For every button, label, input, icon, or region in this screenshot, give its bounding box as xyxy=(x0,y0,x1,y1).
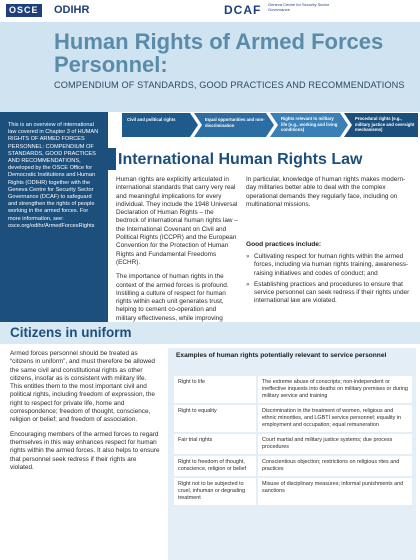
table-row xyxy=(173,433,413,455)
page-title: Human Rights of Armed Forces Personnel: xyxy=(54,29,384,77)
citizens-paragraph-1: Armed forces personnel should be treated as “citizens in uniform”, and must therefore be allowed the same civil and constitutional rights as other citizens, insofar as is consistent with military life. This entitles them to the most important civil and political rights, including freedom of expression, the right to respect for private life, home and correspondence; freedom of thought, conscience, religion or belief; and freedom of association. xyxy=(10,350,155,424)
table-row xyxy=(173,477,413,506)
table-cell-right: Right to freedom of thought, conscience, religion or belief xyxy=(173,455,257,477)
table-cell-example: The extreme abuse of conscripts; non-independent or ineffective inquests into deaths on military premises or during military service and training xyxy=(257,375,413,404)
chevron-label: Procedural rights (e.g., military justice and oversight mechanisms) xyxy=(355,116,415,133)
rights-chevron-row xyxy=(122,113,418,137)
intl-paragraph-1: Human rights are explicitly articulated in international standards that carry very real and meaningful implications for every individual. They include the 1948 Universal Declaration of Human Rights – the bedrock of international human rights law – the International Covenant on Civil and Political Rights (ICCPR) and the European Convention for the Protection of Human Rights and Fundamental Freedoms (ECHR). xyxy=(116,176,238,266)
table-row xyxy=(173,404,413,433)
odihr-logo: ODIHR xyxy=(54,4,90,16)
page-subtitle: COMPENDIUM OF STANDARDS, GOOD PRACTICES AND RECOMMENDATIONS xyxy=(54,80,405,90)
table-cell-example: Misuse of disciplinary measures; informal punishments and sanctions xyxy=(257,477,413,506)
section-marker xyxy=(108,148,116,170)
table-cell-right: Right to equality xyxy=(173,404,257,433)
good-practices-list xyxy=(246,253,412,309)
chevron-label: Rights relevant to military life (e.g., working and living conditions) xyxy=(281,116,338,133)
intro-sidebar xyxy=(0,112,108,322)
table-cell-example: Conscientious objection; restrictions on religious rites and practices xyxy=(257,455,413,477)
table-cell-example: Discrimination in the treatment of women, religious and ethnic minorities, and LGBTI service personnel; equality in employment and occupation; equal remuneration xyxy=(257,404,413,433)
citizens-paragraph-2: Encouraging members of the armed forces to regard themselves in this way enhances respect for human rights within the armed forces. It also helps to ensure that personnel seek redress if their rights are violated. xyxy=(10,430,160,471)
table-cell-right: Fair trial rights xyxy=(173,433,257,455)
chevron-label: Equal opportunities and non-discrimination xyxy=(205,117,265,128)
table-cell-right: Right to life xyxy=(173,375,257,404)
logo-strip xyxy=(0,0,420,22)
good-practice-item: » Establishing practices and procedures to ensure that service personnel can seek redress if their rights under international law are violated. xyxy=(246,281,412,306)
citizens-heading: Citizens in uniform xyxy=(10,325,132,340)
table-row xyxy=(173,375,413,404)
dcaf-subtitle: Geneva Centre for Security Sector Governance xyxy=(268,2,330,13)
intl-left-column xyxy=(116,176,238,337)
intl-paragraph-3: In particular, knowledge of human rights makes modern-day militaries better able to deal with the complex operational demands they regularly face, including on multinational missions. xyxy=(246,176,406,208)
sidebar-text: This is an overview of international law covered in Chapter 3 of HUMAN RIGHTS OF ARMED FORCES PERSONNEL: COMPENDIUM OF STANDARDS, GOOD PRACTICES AND RECOMMENDATIONS, developed by the OSCE Office for Democratic Institutions and Human Rights (ODIHR) together with the Geneva Centre for Security Sector Governance (DCAF) to safeguard and strengthen the rights of people working in the armed forces. For more information, see: osce.org/odihr/ArmedForcesRights xyxy=(8,122,99,229)
intl-law-heading: International Human Rights Law xyxy=(118,151,363,168)
table-cell-example: Court martial and military justice systems; due process procedures xyxy=(257,433,413,455)
dcaf-logo: DCAF xyxy=(224,3,262,17)
good-practice-item: » Cultivating respect for human rights within the armed forces, including via human rights training, awareness-raising initiatives and codes of conduct; and xyxy=(246,253,412,278)
good-practices-title: Good practices include: xyxy=(246,241,322,248)
table-cell-right: Right not to be subjected to cruel, inhuman or degrading treatment xyxy=(173,477,257,506)
citizens-column xyxy=(10,350,160,478)
intl-right-column xyxy=(246,176,412,215)
osce-logo: OSCE xyxy=(6,4,42,17)
table-row xyxy=(173,455,413,477)
rights-table-heading: Examples of human rights potentially relevant to service personnel xyxy=(176,352,387,359)
rights-table xyxy=(172,374,414,507)
intl-paragraph-2: The importance of human rights in the context of the armed forces is profound. Instilling a culture of respect for human rights within each unit generates trust, helping to cement co-operation and military effectiveness, while improving xyxy=(116,273,229,322)
chevron-label: Civil and political rights xyxy=(127,117,176,122)
